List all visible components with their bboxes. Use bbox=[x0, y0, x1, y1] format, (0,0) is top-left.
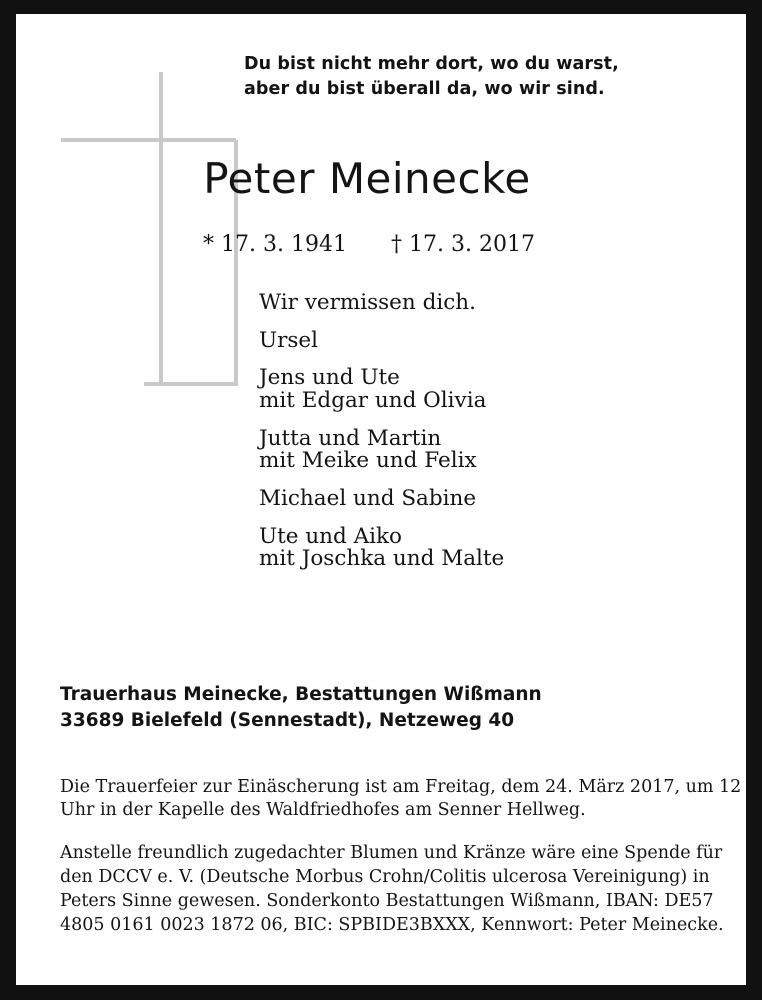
family-entry bbox=[259, 488, 729, 510]
verse-line-2: aber du bist überall da, wo wir sind. bbox=[244, 79, 605, 100]
family-intro: Wir vermissen dich. bbox=[259, 290, 476, 315]
memorial-verse bbox=[244, 52, 714, 103]
address-line-1: Trauerhaus Meinecke, Bestattungen Wißmann bbox=[60, 684, 542, 705]
family-entry-sub: mit Meike und Felix bbox=[259, 448, 477, 474]
family-entry-main: Ute und Aiko bbox=[259, 523, 402, 549]
donation-request: Anstelle freundlich zugedachter Blumen und Kränze wäre eine Spende für den DCCV e. V. (Deutsche Morbus Crohn/Colitis ulcerosa Vereinigung) in Peters Sinne gewesen. Sonderkonto Bestattungen Wißmann, IBAN: DE57 4805 0161 0023 1872 06, BIC: SPBIDE3BXXX, Kennwort: Peter Meinecke. bbox=[60, 843, 724, 935]
address-line-2: 33689 Bielefeld (Sennestadt), Netzeweg 40 bbox=[60, 710, 515, 732]
family-entry-sub: mit Edgar und Olivia bbox=[259, 387, 487, 413]
family-entry bbox=[259, 327, 729, 353]
family-list bbox=[259, 292, 729, 578]
family-entry bbox=[259, 523, 729, 572]
birth-date: * 17. 3. 1941 bbox=[203, 232, 347, 257]
family-entry-main: Jutta und Martin bbox=[259, 425, 442, 451]
obituary-content bbox=[16, 14, 746, 985]
family-entry-main: Michael und Sabine bbox=[259, 486, 477, 512]
funeral-home-address bbox=[60, 682, 750, 735]
life-dates bbox=[16, 232, 722, 257]
family-entry bbox=[259, 425, 729, 474]
family-entry-main: Ursel bbox=[259, 327, 319, 353]
death-date: † 17. 3. 2017 bbox=[391, 232, 535, 257]
verse-line-1: Du bist nicht mehr dort, wo du warst, bbox=[244, 54, 619, 74]
family-entry-sub: mit Joschka und Malte bbox=[259, 546, 505, 572]
family-entry bbox=[259, 367, 729, 412]
obituary-card bbox=[16, 14, 746, 985]
deceased-name: Peter Meinecke bbox=[203, 154, 531, 203]
family-entry-main: Jens und Ute bbox=[259, 365, 400, 390]
ceremony-details: Die Trauerfeier zur Einäscherung ist am Freitag, dem 24. März 2017, um 12 Uhr in der Kapelle des Waldfriedhofes am Senner Hellweg. bbox=[60, 777, 742, 821]
